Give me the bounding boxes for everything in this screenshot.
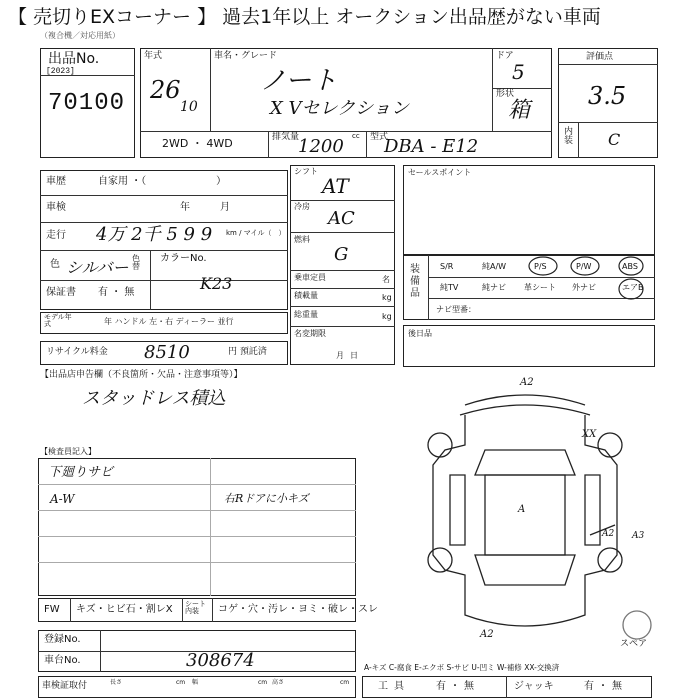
shift-label: シフト (294, 167, 318, 176)
recycle-label: リサイクル料金 (46, 347, 108, 357)
color-label: 色 (50, 259, 60, 270)
displacement-value: 1200 (298, 136, 344, 157)
equip-leather: 革シート (524, 283, 556, 292)
color-value: シルバー (66, 258, 129, 277)
mark-xx: XX (582, 429, 597, 440)
footer-label: 車検証取付 (42, 681, 88, 691)
color-change: 色替 (132, 254, 140, 271)
interior-value: C (608, 130, 621, 149)
name-value: ノート (260, 66, 338, 96)
equip-aw: 純A/W (482, 262, 507, 271)
damage-legend: A-キズ C-腐食 E-エクボ S-サビ U-凹ミ W-補修 XX-交換済 (364, 663, 560, 672)
report-value: スタッドレス積込 (82, 388, 226, 409)
equip-abs: ABS (622, 262, 638, 271)
mileage-value: 4万 2千 5 9 9 (96, 224, 213, 245)
footer-width: 幅 (192, 679, 199, 686)
equip-sr: S/R (440, 262, 454, 271)
header-note: （複合機／対応用紙） (40, 31, 120, 40)
equip-navi: 純ナビ (482, 283, 506, 292)
equip-airbag: エアB (622, 283, 644, 292)
grade-value: X Vセレクション (270, 98, 409, 119)
inspector-note1: 下廻りサビ (48, 465, 114, 480)
reki-label: 車歴 (46, 176, 66, 187)
shape-value: 箱 (508, 98, 531, 123)
banner-title: 【 売切りEXコーナー 】 過去1年以上 オークション出品歴がない車両 (0, 0, 700, 34)
model-label: 型式 (370, 132, 389, 142)
mileage-units: km / マイル（ ） (226, 229, 286, 237)
capacity-label: 乗車定員 (294, 273, 326, 282)
navi-label: ナビ型番： (436, 305, 476, 314)
equip-tv: 純TV (440, 283, 459, 292)
year-value: 26 (150, 76, 181, 104)
footer-height: 高さ (272, 679, 285, 686)
ac-label: 冷房 (294, 202, 310, 211)
doors-label: ドア (496, 51, 514, 61)
chassis-label: 車台No. (44, 655, 81, 666)
reki-value: 自家用 ・（ ） (98, 176, 227, 187)
later-label: 後日品 (408, 329, 432, 338)
tools-label: 工具 (378, 681, 410, 692)
later-box (403, 325, 655, 367)
equip-pw: P/W (576, 262, 592, 271)
jack-label: ジャッキ (514, 681, 554, 692)
doors-value: 5 (512, 60, 525, 84)
inspector-note3: 右Rドアに小キズ (224, 492, 309, 505)
month-value: 10 (180, 99, 198, 115)
shape-label: 形状 (496, 89, 515, 99)
lot-number: 70100 (48, 90, 126, 117)
shaken-label: 車検 (46, 202, 66, 213)
score-value: 3.5 (588, 82, 627, 110)
year-label: 年式 (144, 51, 163, 61)
shaken-units: 年 月 (180, 202, 230, 213)
expiry-label: 名変期限 (294, 329, 326, 338)
spare-label: スペア (620, 639, 648, 649)
displacement-label: 排気量 (272, 132, 300, 142)
model-year-rest: 年 ハンドル 左・右 ディーラー 並行 (104, 317, 234, 326)
load-label: 積載量 (294, 291, 318, 300)
fuel-value: G (334, 244, 349, 265)
reg-label: 登録No. (44, 634, 81, 645)
equip-extnavi: 外ナビ (572, 283, 596, 292)
footer-cm1: cm (176, 679, 186, 686)
mileage-label: 走行 (46, 230, 66, 241)
mark-front: A2 (520, 377, 534, 388)
car-damage-diagram (405, 375, 665, 665)
fw-label: FW (44, 604, 60, 615)
mark-side: A2 (602, 529, 615, 539)
weight-label: 総重量 (294, 310, 318, 319)
color-no-value: K23 (200, 274, 233, 293)
shift-value: AT (322, 174, 349, 198)
color-no-label: カラーNo. (160, 253, 207, 264)
warranty-label: 保証書 (46, 287, 76, 298)
lot-year-tag: [2023] (46, 67, 75, 76)
tools-value: 有・無 (436, 681, 478, 692)
model-value: DBA - E12 (384, 136, 479, 157)
score-label: 評価点 (586, 52, 614, 62)
weight-unit: kg (382, 312, 392, 321)
sales-point-box (403, 165, 655, 255)
interior-label: 内装 (564, 127, 574, 146)
equipment-label: 装備品 (410, 264, 420, 299)
lot-label: 出品No. (48, 51, 100, 67)
equip-ps: P/S (534, 262, 547, 271)
report-label: 【出品店申告欄（不良箇所・欠品・注意事項等）】 (40, 370, 243, 380)
mark-side2: A3 (632, 531, 645, 541)
ac-value: AC (328, 208, 355, 229)
inspector-note2: A-W (50, 492, 75, 506)
seat-label: シート内装 (185, 600, 206, 615)
name-label: 車名・グレード (214, 51, 278, 61)
fuel-label: 燃料 (294, 235, 310, 244)
sales-point-label: セールスポイント (408, 168, 472, 177)
mark-center: A (518, 504, 526, 515)
model-year-label: モデル年式 (44, 313, 72, 328)
footer-cm3: cm (340, 679, 350, 686)
cc-unit: cc (352, 132, 360, 140)
capacity-unit: 名 (382, 275, 390, 284)
chassis-value: 308674 (186, 650, 255, 671)
fw-items: キズ・ヒビ石・割レX (76, 604, 173, 615)
expiry-unit: 月日 (336, 351, 364, 360)
recycle-value: 8510 (144, 342, 190, 363)
footer-length: 長さ (110, 679, 123, 686)
mark-rear: A2 (480, 629, 494, 640)
load-unit: kg (382, 293, 392, 302)
recycle-unit: 円 預託済 (228, 347, 267, 357)
equipment-circle-marks (403, 255, 655, 320)
seat-items: コゲ・穴・汚レ・ヨミ・破レ・スレ (218, 604, 378, 615)
warranty-value: 有 ・ 無 (98, 287, 135, 298)
jack-value: 有・無 (584, 681, 626, 692)
drive-label: 2WD ・ 4WD (162, 137, 233, 150)
footer-cm2: cm (258, 679, 268, 686)
inspector-label: 【検査員記入】 (40, 447, 96, 456)
